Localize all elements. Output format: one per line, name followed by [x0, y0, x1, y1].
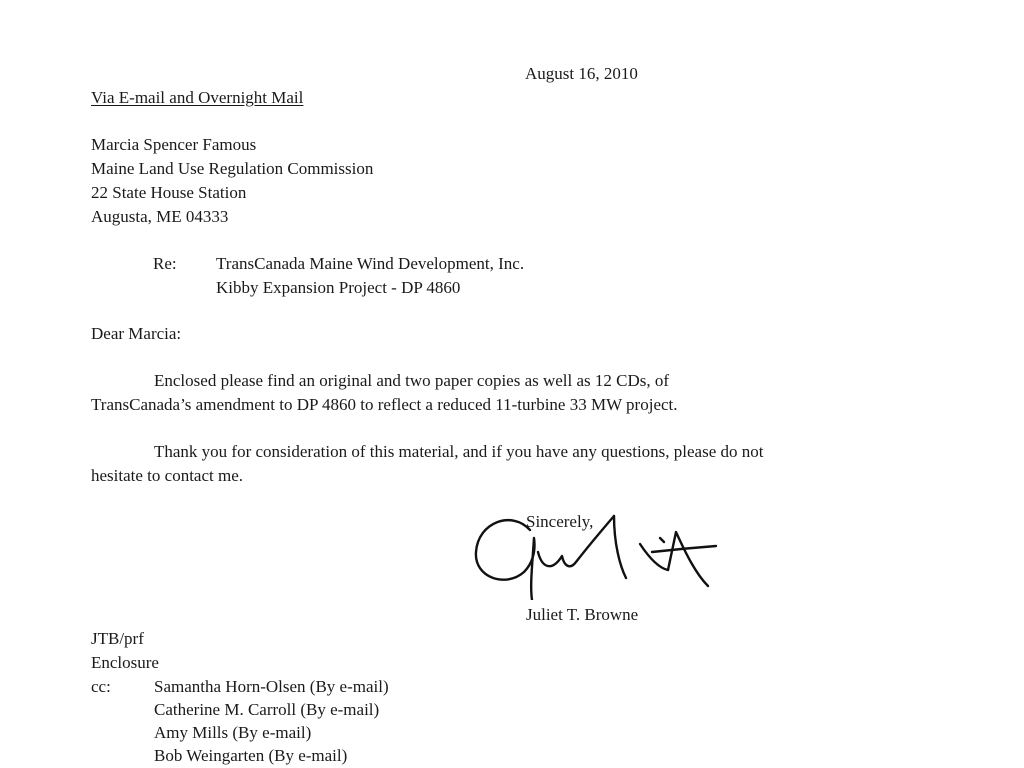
cc-recipient: Catherine M. Carroll (By e-mail): [154, 700, 380, 719]
delivery-method: Via E-mail and Overnight Mail: [91, 88, 304, 107]
recipient-organization: Maine Land Use Regulation Commission: [91, 159, 374, 178]
re-line-1: TransCanada Maine Wind Development, Inc.: [216, 254, 525, 273]
body-paragraph-line: TransCanada’s amendment to DP 4860 to reflect a reduced 11-turbine 33 MW project.: [91, 395, 678, 414]
handwritten-signature: [472, 508, 722, 600]
cc-recipient: Samantha Horn-Olsen (By e-mail): [154, 677, 389, 696]
recipient-address: 22 State House Station: [91, 183, 247, 202]
enclosure-note: Enclosure: [91, 653, 159, 672]
cc-recipient: Bob Weingarten (By e-mail): [154, 746, 348, 765]
re-line-2: Kibby Expansion Project - DP 4860: [216, 278, 461, 297]
recipient-name: Marcia Spencer Famous: [91, 135, 257, 154]
cc-label: cc:: [91, 677, 111, 696]
recipient-city: Augusta, ME 04333: [91, 207, 229, 226]
cc-recipient: Amy Mills (By e-mail): [154, 723, 312, 742]
closing: Sincerely,: [526, 512, 594, 531]
body-paragraph-line: Enclosed please find an original and two paper copies as well as 12 CDs, of: [154, 371, 670, 390]
salutation: Dear Marcia:: [91, 324, 182, 343]
re-label: Re:: [153, 254, 177, 273]
signer-name: Juliet T. Browne: [526, 605, 639, 624]
body-paragraph-line: Thank you for consideration of this material, and if you have any questions, please do not: [154, 442, 764, 461]
initials: JTB/prf: [91, 629, 144, 648]
body-paragraph-line: hesitate to contact me.: [91, 466, 243, 485]
letter-date: August 16, 2010: [525, 64, 638, 83]
